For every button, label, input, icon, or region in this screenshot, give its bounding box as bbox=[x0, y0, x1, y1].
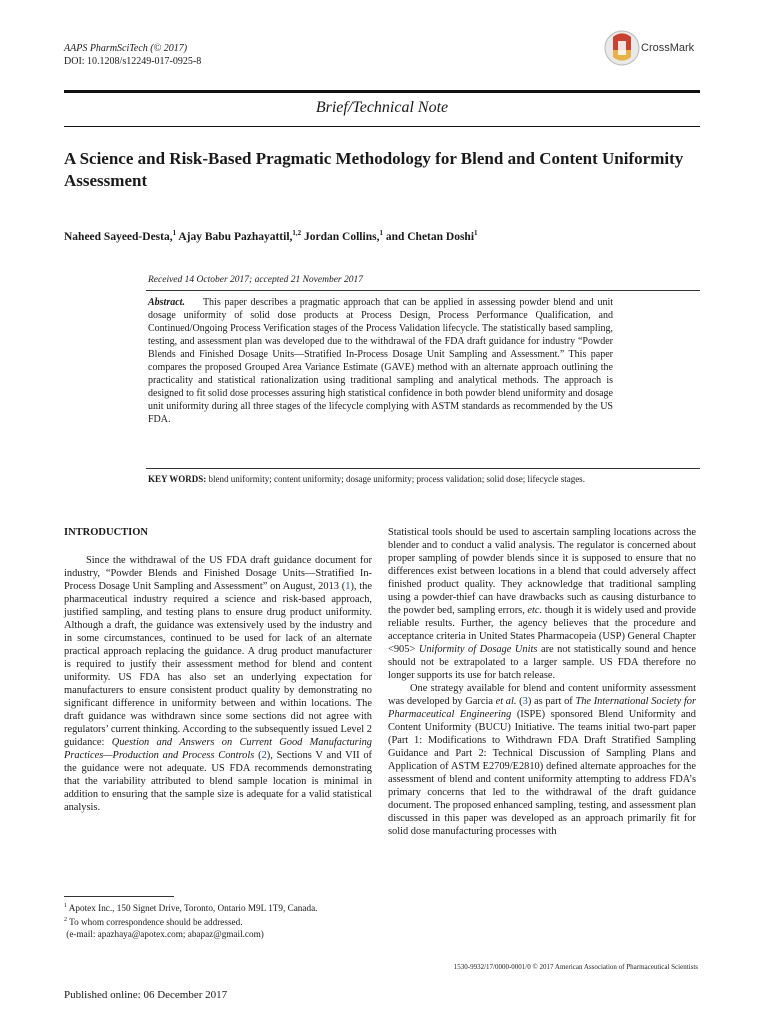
abstract-rule-top bbox=[146, 290, 700, 291]
footnote-rule bbox=[64, 896, 174, 897]
doi-link[interactable]: DOI: 10.1208/s12249-017-0925-8 bbox=[64, 56, 202, 67]
author-affiliation-mark: 1 bbox=[172, 229, 177, 237]
abstract-rule-bottom bbox=[146, 468, 700, 469]
issn-copyright: 1530-9932/17/0000-0001/0 © 2017 American Association of Pharmaceutical Scientists bbox=[453, 963, 698, 971]
author-name: Jordan Collins, bbox=[304, 230, 380, 243]
abstract-text: This paper describes a pragmatic approach that can be applied in assessing powder blend and unit dosage uniformity of solid dose products at Process Design, Process Performance Qualification, and Continued/Ongoing Process Verification stages of the Process Validation lifecycle. The statistically based sampling, testing, and assessment plan was developed due to the withdrawal of the FDA draft guidance for industry “Powder Blends and Finished Dosage Units—Stratified In-Process Dosage Unit Sampling and Assessment.” This paper compares the proposed Grouped Area Variance Estimate (GAVE) method with an alternate approach outlining the practicality and statistical rationalization using traditional sampling and analytical methods. The approach is designed to fit solid dose processes assuring high statistical confidence in both powder blend uniformity and dosage unit uniformity during all three stages of the lifecycle complying with ASTM standards as recommended by the US FDA. bbox=[148, 297, 613, 425]
section-heading: INTRODUCTION bbox=[64, 527, 149, 538]
author-affiliation-mark: 1 bbox=[379, 229, 383, 237]
author-name: and Chetan Doshi bbox=[385, 230, 475, 243]
journal-name: AAPS PharmSciTech (© 2017) bbox=[64, 43, 188, 54]
header-rule bbox=[64, 90, 700, 93]
citation-link[interactable]: 3 bbox=[522, 696, 528, 707]
crossmark-icon bbox=[604, 30, 640, 66]
abstract bbox=[148, 296, 613, 426]
article-title: A Science and Risk-Based Pragmatic Methodology for Blend and Content Uniformity Assessment bbox=[64, 149, 684, 190]
footnotes bbox=[64, 900, 374, 940]
footnote: $^2$ To whom correspondence should be addressed. bbox=[64, 917, 243, 928]
keywords bbox=[148, 474, 613, 485]
keywords-text: blend uniformity; content uniformity; dosage uniformity; process validation; solid dose; lifecycle stages. bbox=[208, 474, 585, 484]
citation-link[interactable]: 2 bbox=[261, 750, 267, 761]
article-type: Brief/Technical Note bbox=[315, 99, 449, 116]
paragraph: One strategy available for blend and content uniformity assessment was developed by Garcia et al. (3) as part of The International Society for Pharmaceutical Engineering (ISPE) sponsored Blend Uniformity and Content Uniformity (BUCU) Initiative. The teams initial two-part paper (Part 1: Modifications to Withdrawn FDA Draft Stratified Sampling Guidance and Part 2: Technical Discussion of Sampling Plans and Application of ASTM E2709/E2810) defined alternate approaches for the assessment of blend and content uniformity attempting to address FDA’s primary concerns that led to the withdrawal of the draft guidance document. The proposed enhanced sampling, testing, and assessment plan discussed in this paper was developed as an approach primarily fit for solid dose manufacturing processes with bbox=[388, 683, 696, 837]
author-name: Naheed Sayeed-Desta, bbox=[64, 230, 173, 243]
crossmark-label: CrossMark bbox=[641, 42, 695, 54]
paragraph: Statistical tools should be used to ascertain sampling locations across the blender and to conduct a valid analysis. The regulator is concerned about proper sampling of powder blends since it is supposed to ensure that no differences exist between locations in a blend that could adversely affect finished product quality. They acknowledge that traditional sampling using a powder-thief can have drawbacks such as causing disturbance to the powder bed, sampling errors, etc. though it is widely used and provide reliable results. Further, the agency believes that the procedure and acceptance criteria in United States Pharmacopeia (USP) General Chapter <905> Uniformity of Dosage Units are not statistically sound and hence should not be extrapolated to a larger sample. US FDA therefore no longer supports its use for batch release. bbox=[388, 527, 696, 681]
published-date: Published online: 06 December 2017 bbox=[64, 989, 228, 1001]
author-affiliation-mark: 1,2 bbox=[292, 229, 302, 237]
author-affiliation-mark: 1 bbox=[474, 229, 478, 237]
paragraph: Since the withdrawal of the US FDA draft guidance document for industry, “Powder Blends and Finished Dosage Units—Stratified In-Process Dosage Unit Sampling and Assessment” on August, 2013 (1), the pharmaceutical industry required a science and risk-based approach, justified sampling, and testing plans to ensure drug product uniformity. Although a draft, the guidance was extensively used by the industry and in some circumstances, continued to be used for lack of an alternate practical approach replacing the guidance. A drug product manufacturer is required to justify their assessment method for blend and content uniformity. US FDA has also set an underlying expectation for manufacturers to ensure consistent product quality by demonstrating no significant difference in uniformity between and within locations. The draft guidance was withdrawn since some sections did not agree with regulators’ current thinking. According to the subsequently issued Level 2 guidance: Question and Answers on Current Good Manufacturing Practices—Production and Process Controls (2), Sections V and VII of the guidance were not adequate. US FDA recommends demonstrating that the variability attributed to blend sample location is minimal in addition to ensuring that the sample size is adequate for a valid statistical analysis. bbox=[64, 555, 372, 813]
column-left bbox=[64, 526, 372, 814]
footnote: $^1$ Apotex Inc., 150 Signet Drive, Toronto, Ontario M9L 1T9, Canada. bbox=[64, 903, 318, 914]
abstract-label: Abstract. bbox=[148, 297, 185, 308]
footnote-email[interactable]: (e-mail: apazhaya@apotex.com; abapaz@gmail.com) bbox=[66, 929, 264, 940]
author-list bbox=[64, 229, 700, 243]
section-rule bbox=[64, 126, 700, 127]
crossmark-badge[interactable] bbox=[604, 30, 696, 68]
received-dates: Received 14 October 2017; accepted 21 November 2017 bbox=[148, 275, 363, 285]
author-name: Ajay Babu Pazhayattil, bbox=[178, 230, 293, 243]
column-right bbox=[388, 526, 696, 838]
keywords-label: KEY WORDS: bbox=[148, 474, 207, 484]
citation-link[interactable]: 1 bbox=[345, 581, 351, 592]
